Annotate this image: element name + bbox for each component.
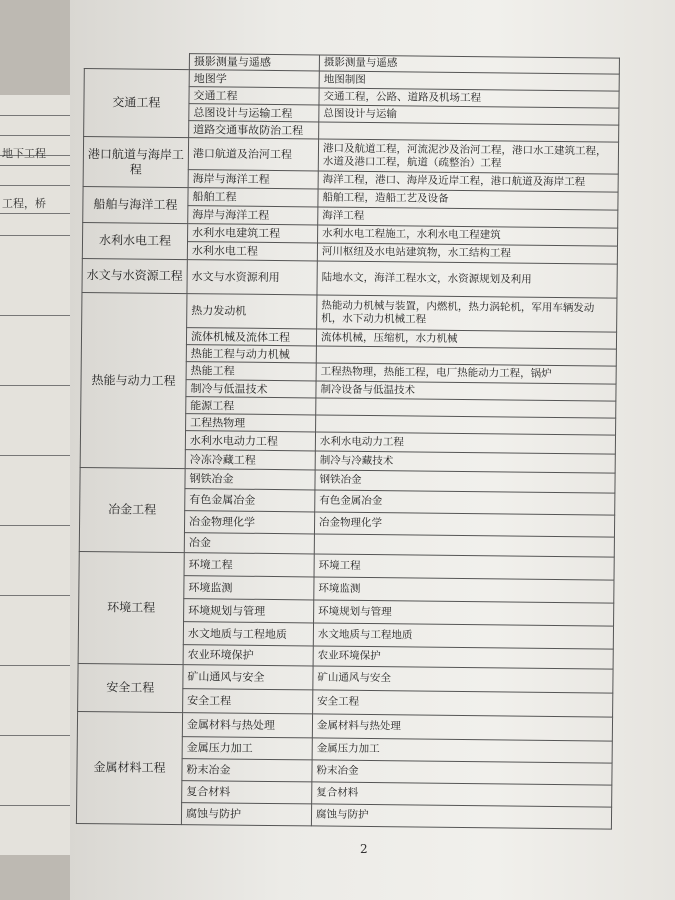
subject-cell: 冶金 xyxy=(184,533,314,554)
table-row xyxy=(82,259,617,299)
category-cell: 热能与动力工程 xyxy=(80,293,187,469)
subject-cell: 腐蚀与防护 xyxy=(181,803,311,826)
category-cell: 船舶与海洋工程 xyxy=(83,187,188,224)
subject-cell: 有色金属冶金 xyxy=(185,489,315,512)
subject-cell: 冷冻冷藏工程 xyxy=(185,450,315,470)
left-page-fragment: 地下工程 xyxy=(2,147,46,160)
description-cell: 水利水电动力工程 xyxy=(315,432,615,454)
subject-cell: 环境工程 xyxy=(184,553,314,577)
subject-cell: 冶金物理化学 xyxy=(184,511,314,534)
subject-cell: 地图学 xyxy=(189,70,319,88)
subject-cell: 钢铁冶金 xyxy=(185,469,315,490)
category-cell: 金属材料工程 xyxy=(76,712,182,825)
subject-cell: 热能工程 xyxy=(186,362,316,381)
subject-cell: 交通工程 xyxy=(189,87,319,105)
subject-cell: 流体机械及流体工程 xyxy=(186,328,316,346)
description-cell: 港口及航道工程，河流泥沙及治河工程，港口水工建筑工程，水道及港口工程，航道（疏整治）工程 xyxy=(318,139,618,174)
description-cell: 船舶工程，造船工艺及设备 xyxy=(318,189,618,210)
description-cell: 摄影测量与遥感 xyxy=(319,55,619,74)
subject-cell: 农业环境保护 xyxy=(183,645,313,666)
subject-cell: 粉末冶金 xyxy=(182,759,312,782)
description-cell: 总图设计与运输 xyxy=(319,105,619,125)
subject-cell: 能源工程 xyxy=(186,397,316,415)
description-cell: 环境监测 xyxy=(314,577,614,603)
subject-cell: 环境监测 xyxy=(184,576,314,600)
description-cell: 水文地质与工程地质 xyxy=(313,623,613,649)
description-cell: 腐蚀与防护 xyxy=(311,804,611,829)
description-cell: 金属材料与热处理 xyxy=(312,714,612,741)
description-cell: 粉末冶金 xyxy=(312,760,612,785)
category-cell: 环境工程 xyxy=(78,552,184,665)
subject-cell: 总图设计与运输工程 xyxy=(189,104,319,122)
page-number: 2 xyxy=(360,842,368,856)
table-cell-empty xyxy=(84,53,189,70)
description-cell: 复合材料 xyxy=(312,782,612,807)
subject-cell: 水利水电建筑工程 xyxy=(188,224,318,243)
description-cell: 农业环境保护 xyxy=(313,646,613,669)
subject-cell: 海岸与海洋工程 xyxy=(188,170,318,189)
category-cell: 水利水电工程 xyxy=(82,223,187,260)
description-cell: 制冷设备与低温技术 xyxy=(316,381,616,401)
subject-cell: 船舶工程 xyxy=(188,188,318,207)
subject-cell: 港口航道及治河工程 xyxy=(188,138,318,171)
table-row xyxy=(78,664,613,694)
description-cell: 水利水电工程施工，水利水电工程建筑 xyxy=(318,225,618,246)
category-cell: 冶金工程 xyxy=(79,468,185,553)
table-row xyxy=(80,468,615,494)
description-cell: 环境规划与管理 xyxy=(314,600,614,626)
subject-cell: 复合材料 xyxy=(182,781,312,804)
description-cell: 热能动力机械与装置，内燃机，热力涡轮机，军用车辆发动机，水下动力机械工程 xyxy=(317,295,617,332)
description-cell: 安全工程 xyxy=(313,690,613,717)
description-cell: 河川枢纽及水电站建筑物，水工结构工程 xyxy=(317,243,617,264)
subject-cell: 金属材料与热处理 xyxy=(182,713,312,738)
description-cell: 制冷与冷藏技术 xyxy=(315,451,615,473)
subject-cell: 安全工程 xyxy=(183,689,313,714)
table-row xyxy=(82,293,617,333)
subject-cell: 水文地质与工程地质 xyxy=(183,622,313,646)
description-cell: 冶金物理化学 xyxy=(314,512,614,537)
table-row xyxy=(83,137,618,175)
left-page-fragment: 工程，桥 xyxy=(2,197,46,210)
description-cell: 地图制图 xyxy=(319,71,619,91)
table-row xyxy=(79,552,614,581)
underlying-page xyxy=(0,95,71,855)
description-cell: 工程热物理，热能工程，电厂热能动力工程，锅炉 xyxy=(316,363,616,384)
description-cell: 钢铁冶金 xyxy=(315,470,615,493)
document-page xyxy=(70,0,675,900)
subject-cell: 环境规划与管理 xyxy=(184,599,314,623)
category-cell: 安全工程 xyxy=(78,664,183,713)
description-cell: 交通工程，公路、道路及机场工程 xyxy=(319,88,619,108)
major-table xyxy=(76,52,620,830)
table-row xyxy=(77,712,612,742)
subject-cell: 水利水电动力工程 xyxy=(185,431,315,451)
subject-cell: 热能工程与动力机械 xyxy=(186,345,316,363)
subject-cell: 金属压力加工 xyxy=(182,737,312,760)
category-cell: 港口航道与海岸工程 xyxy=(83,137,189,188)
description-cell: 有色金属冶金 xyxy=(315,490,615,515)
subject-cell: 道路交通事故防治工程 xyxy=(189,121,319,139)
subject-cell: 海岸与海洋工程 xyxy=(188,206,318,225)
subject-cell: 矿山通风与安全 xyxy=(183,665,313,690)
description-cell: 矿山通风与安全 xyxy=(313,666,613,693)
description-cell: 环境工程 xyxy=(314,554,614,580)
description-cell: 金属压力加工 xyxy=(312,738,612,763)
description-cell: 陆地水文，海洋工程水文，水资源规划及利用 xyxy=(317,261,617,298)
description-cell: 海洋工程 xyxy=(318,207,618,228)
subject-cell: 热力发动机 xyxy=(187,294,317,329)
description-cell: 流体机械，压缩机，水力机械 xyxy=(316,329,616,349)
subject-cell: 水文与水资源利用 xyxy=(187,260,317,295)
subject-cell: 制冷与低温技术 xyxy=(186,380,316,398)
subject-cell: 水利水电工程 xyxy=(187,242,317,261)
description-cell: 海洋工程，港口、海岸及近岸工程，港口航道及海岸工程 xyxy=(318,171,618,192)
subject-cell: 工程热物理 xyxy=(186,414,316,432)
category-cell: 水文与水资源工程 xyxy=(82,259,187,294)
category-cell: 交通工程 xyxy=(84,69,190,138)
subject-cell: 摄影测量与遥感 xyxy=(189,54,319,72)
